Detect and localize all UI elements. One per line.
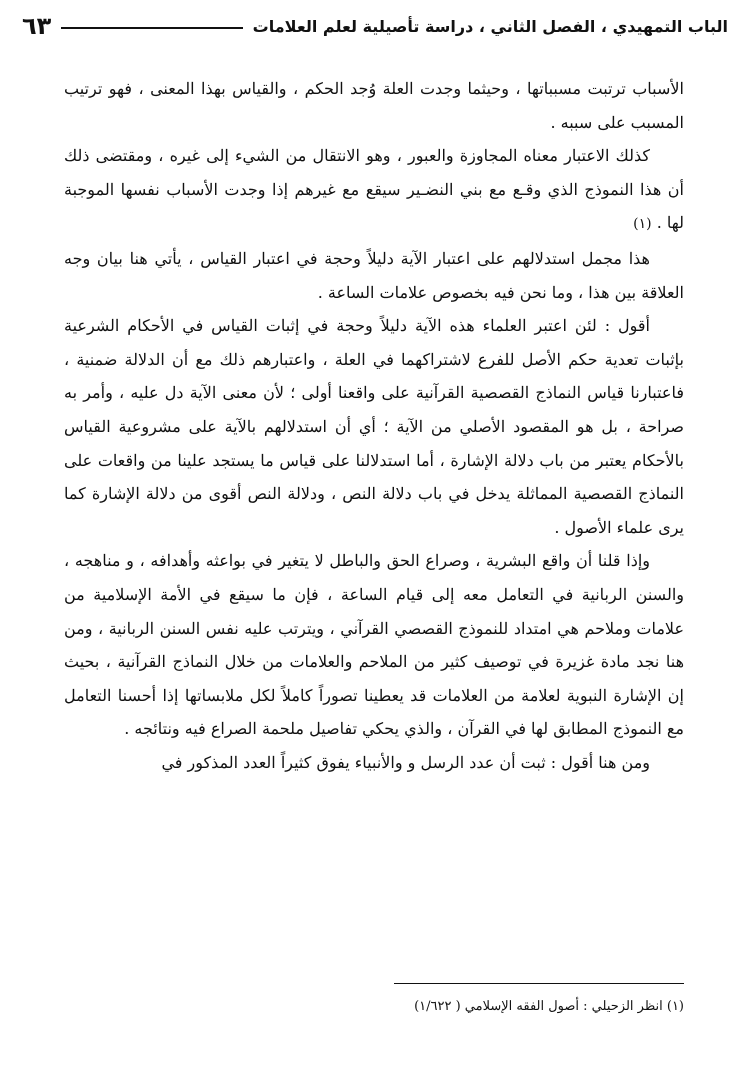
paragraph [64, 139, 684, 242]
chapter-title: الباب التمهيدي ، الفصل الثاني ، دراسة تأصيلية لعلم العلامات [252, 16, 728, 36]
footnote: (١) انظر الزحيلي : أصول الفقه الإسلامي ( ١/٦٢٢) [414, 999, 684, 1014]
paragraph-text: هذا مجمل استدلالهم على اعتبار الآية دليلاً وحجة في اعتبار القياس ، يأتي هنا بيان وجه العلاقة بين هذا ، وما نحن فيه بخصوص علامات الساعة . [64, 248, 684, 302]
footnote-separator [394, 983, 684, 984]
paragraph-text: كذلك الاعتبار معناه المجاوزة والعبور ، وهو الانتقال من الشيء إلى غيره ، ومقتضى ذلك أن هذا النموذج الذي وقـع مع بني النضـير سيقع مع غيرهم إذا وجدت الأسباب نفسها الموجبة لها . [64, 146, 684, 233]
paragraph [64, 544, 684, 746]
paragraph [64, 242, 684, 309]
main-text [64, 72, 684, 779]
footnote-reference[interactable]: (١) [633, 216, 652, 233]
page-number: ٦٣ [22, 12, 52, 40]
paragraph [64, 746, 684, 780]
paragraph-text: أقول : لئن اعتبر العلماء هذه الآية دليلاً وحجة في إثبات القياس في الأحكام الشرعية بإثبات تعدية حكم الأصل للفرع لاشتراكهما في العلة ، واعتبارهم ذلك مع أن الدلالة ضمنية ، فاعتبارنا قياس النماذج القصصية القرآنية على واقعنا أولى ؛ لأن معنى الآية دل عليه ، وأمر به صراحة ، بل هو المقصود الأصلي من الآية ؛ أي أن استدلالهم بالآية على مشروعية القياس بالأحكام يعتبر من باب دلالة الإشارة ، أما استدلالنا على قياس ما يستجد علينا من واقعات على النماذج القصصية المماثلة يدخل في باب دلالة النص ، ودلالة النص أقوى من دلالة الإشارة كما يرى علماء الأصول . [64, 316, 684, 537]
paragraph [64, 72, 684, 139]
paragraph-text: ومن هنا أقول : ثبت أن عدد الرسل و والأنبياء يفوق كثيراً العدد المذكور في [161, 752, 650, 772]
paragraph-text: وإذا قلنا أن واقع البشرية ، وصراع الحق والباطل لا يتغير في بواعثه وأهدافه ، و مناهجه ، والسنن الربانية في التعامل معه إلى قيام الساعة ، فإن ما سيقع في الأمة الإسلامية من علامات وملاحم هي امتداد للنموذج القصصي القرآني ، ويترتب عليه نفس السنن الربانية ، ومن هنا نجد مادة غزيرة في توصيف كثير من الملاحم والعلامات من خلال النماذج القرآنية ، بحيث إن الإشارة النبوية لعلامة من العلامات قد يعطينا تصوراً كاملاً لكل ملابساتها إذا أحسنا التعامل مع النموذج المطابق لها في القرآن ، والذي يحكي تفاصيل ملحمة الصراع فيه ونتائجه . [64, 551, 685, 739]
running-header [22, 6, 728, 46]
header-rule [61, 27, 242, 29]
paragraph [64, 309, 684, 544]
paragraph-text: الأسباب ترتبت مسبباتها ، وحيثما وجدت العلة وُجد الحكم ، والقياس بهذا المعنى ، فهو ترتيب المسبب على سببه . [64, 79, 684, 132]
